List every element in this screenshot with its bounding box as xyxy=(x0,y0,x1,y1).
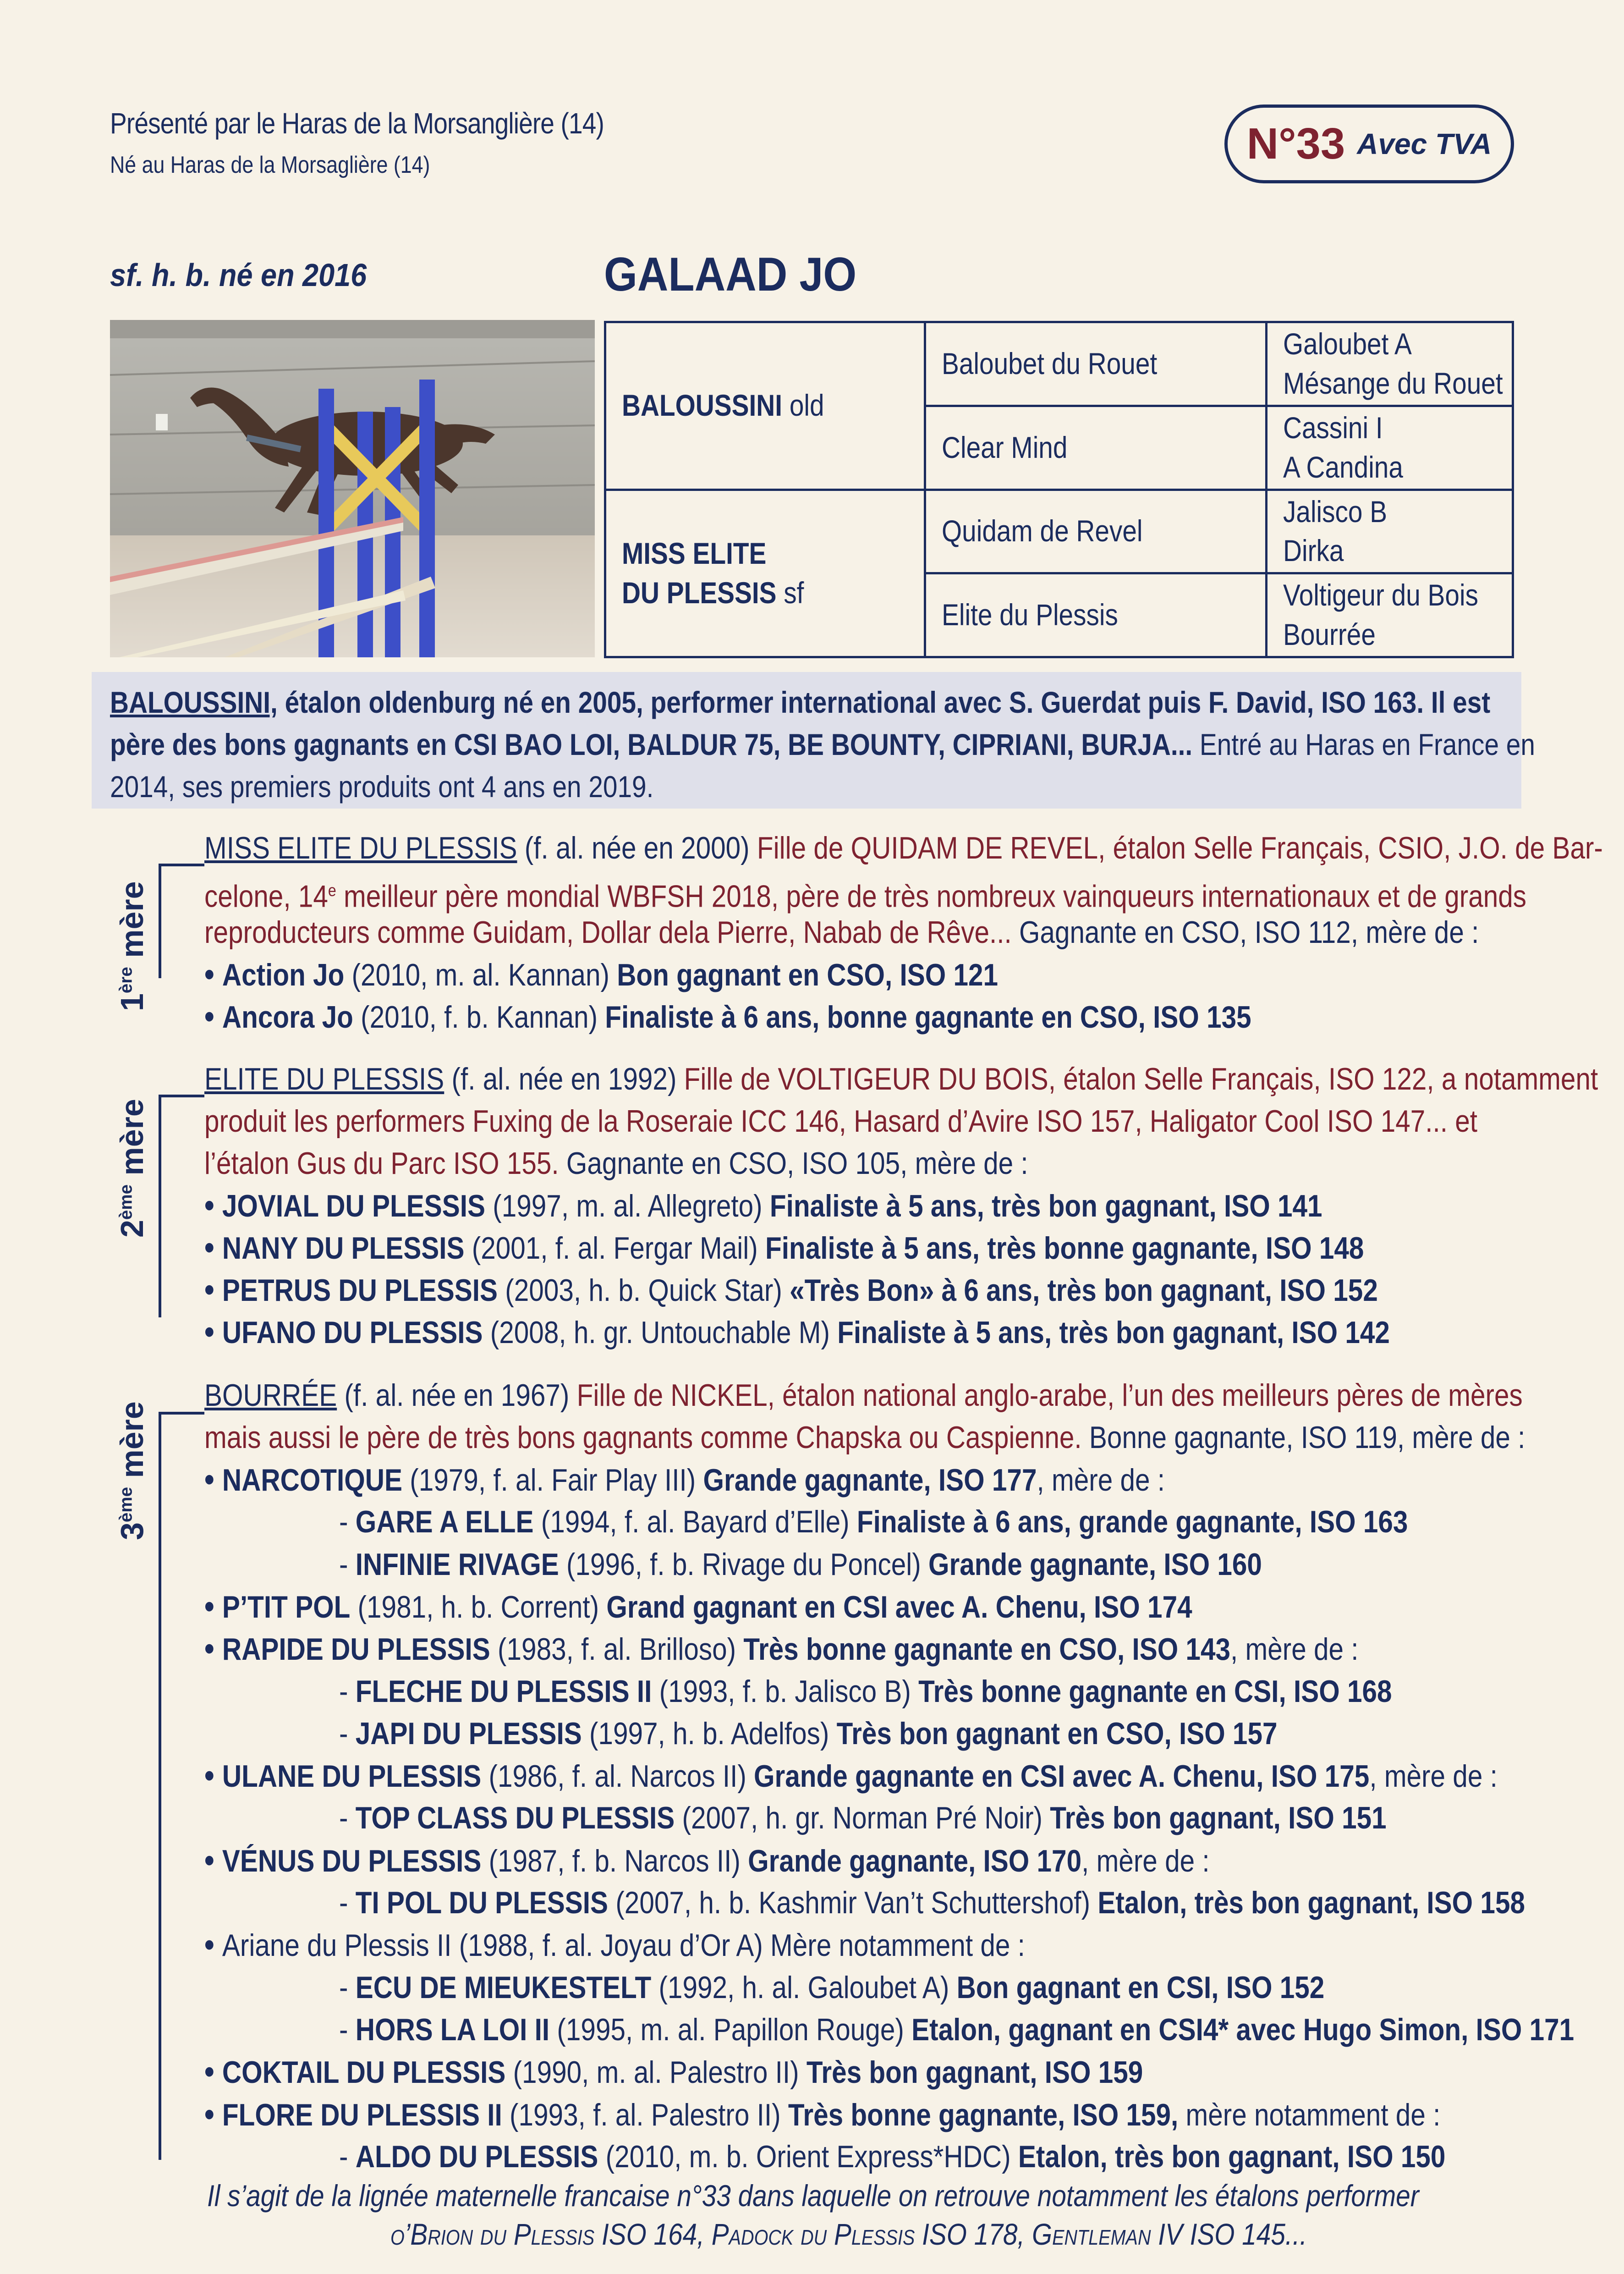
produce-name: Action Jo xyxy=(222,958,345,992)
dam1-sire-note: Fille de QUIDAM DE REVEL, étalon Selle Français, CSIO, J.O. de Bar- xyxy=(757,831,1603,865)
dam3-label xyxy=(114,1401,150,1540)
pedigree-gp-4 xyxy=(925,573,1267,657)
dam1-sup: e xyxy=(328,881,336,900)
produce-tail: , mère de : xyxy=(1081,1844,1210,1878)
dam1-line3 xyxy=(204,911,1479,953)
dam3-produce-row: • ULANE DU PLESSIS (1986, f. al. Narcos II) Grande gagnante en CSI avec A. Chenu, ISO 175, mère de : xyxy=(204,1757,1498,1794)
produce-result: Très bonne gagnante, ISO 159, xyxy=(788,2098,1179,2132)
produce-result: Grande gagnante, ISO 160 xyxy=(928,1547,1262,1582)
produce-result: «Très Bon» à 6 ans, très bon gagnant, ISO 152 xyxy=(790,1273,1378,1308)
produce-result: Très bonne gagnante en CSI, ISO 168 xyxy=(918,1674,1392,1709)
dam3-produce-row: • COKTAIL DU PLESSIS (1990, m. al. Palestro II) Très bon gagnant, ISO 159 xyxy=(204,2054,1143,2090)
produce-info: (1990, m. al. Palestro II) xyxy=(505,2055,807,2090)
dam3-produce-row: - JAPI DU PLESSIS (1997, h. b. Adelfos) Très bon gagnant en CSO, ISO 157 xyxy=(339,1716,1278,1751)
sire-note-line3: 2014, ses premiers produits ont 4 ans en 2019. xyxy=(110,770,654,804)
dam3-produce-row: - TOP CLASS DU PLESSIS (2007, h. gr. Norman Pré Noir) Très bon gagnant, ISO 151 xyxy=(339,1800,1387,1835)
pedigree-dam xyxy=(605,490,925,657)
lot-number: N°33 xyxy=(1246,119,1345,168)
dam3-produce-row: - ALDO DU PLESSIS (2010, m. b. Orient Express*HDC) Etalon, très bon gagnant, ISO 150 xyxy=(339,2139,1446,2174)
produce-name: ULANE DU PLESSIS xyxy=(222,1759,482,1794)
produce-result: Grande gagnante en CSI avec A. Chenu, ISO 175 xyxy=(754,1759,1370,1794)
ggp-name: Galoubet A xyxy=(1283,327,1412,361)
produce-tail: , mère de : xyxy=(1369,1759,1498,1794)
produce-name: GARE A ELLE xyxy=(355,1504,534,1539)
dam3-produce-row: • P’TIT POL (1981, h. b. Corrent) Grand gagnant en CSI avec A. Chenu, ISO 174 xyxy=(204,1588,1192,1625)
dam2-label xyxy=(114,1099,150,1238)
dam-label-sup: ère xyxy=(116,967,136,994)
produce-info: (1987, f. b. Narcos II) xyxy=(481,1844,748,1878)
ggp-name: Bourrée xyxy=(1283,617,1376,652)
produce-result: Très bon gagnant, ISO 159 xyxy=(806,2055,1143,2090)
horse-jumping-photo xyxy=(110,320,595,657)
dam2-record: Gagnante en CSO, ISO 105, mère de : xyxy=(559,1146,1028,1181)
dam3-info: (f. al. née en 1967) xyxy=(337,1378,577,1413)
pedigree-ggp-2 xyxy=(1267,406,1513,490)
produce-info: (2010, m. al. Kannan) xyxy=(344,958,617,992)
produce-name: PETRUS DU PLESSIS xyxy=(222,1273,498,1308)
dam-label-sup: ème xyxy=(116,1184,136,1220)
produce-result: Finaliste à 6 ans, bonne gagnante en CSO, ISO 135 xyxy=(605,1000,1251,1035)
produce-result: Très bon gagnant en CSO, ISO 157 xyxy=(836,1716,1278,1751)
produce-name: COKTAIL DU PLESSIS xyxy=(222,2055,506,2090)
produce-result: Très bonne gagnante en CSO, ISO 143 xyxy=(743,1632,1231,1667)
sire-note-line2-bold: père des bons gagnants en CSI BAO LOI, BALDUR 75, BE BOUNTY, CIPRIANI, BURJA... xyxy=(110,727,1193,761)
dam2-produce-4: • UFANO DU PLESSIS (2008, h. gr. Untouchable M) Finaliste à 5 ans, très bon gagnant, ISO 142 xyxy=(204,1314,1390,1350)
pedigree-sire xyxy=(605,322,925,490)
produce-name: Ancora Jo xyxy=(222,1000,353,1035)
produce-info: (2010, f. b. Kannan) xyxy=(353,1000,605,1035)
produce-info: (2007, h. b. Kashmir Van’t Schuttershof) xyxy=(608,1885,1098,1920)
produce-name: JOVIAL DU PLESSIS xyxy=(222,1189,486,1223)
dam3-line1 xyxy=(204,1374,1523,1416)
pedigree-table xyxy=(604,321,1514,658)
produce-name: TI POL DU PLESSIS xyxy=(355,1885,609,1920)
dam3-produce-row: • RAPIDE DU PLESSIS (1983, f. al. Brilloso) Très bonne gagnante en CSO, ISO 143, mère de : xyxy=(204,1630,1359,1667)
gp-name: Clear Mind xyxy=(942,430,1068,464)
dam-label-word: mère xyxy=(114,1401,150,1487)
dam3-line2 xyxy=(204,1416,1525,1459)
dam-name-line2: DU PLESSIS xyxy=(622,575,777,610)
dam3-produce-row: - ECU DE MIEUKESTELT (1992, h. al. Galoubet A) Bon gagnant en CSI, ISO 152 xyxy=(339,1970,1325,2005)
produce-info: (1994, f. al. Bayard d’Elle) xyxy=(533,1504,857,1539)
ggp-name: Jalisco B xyxy=(1283,494,1388,529)
dam2-line1 xyxy=(204,1058,1598,1100)
pedigree-gp-1 xyxy=(925,322,1267,406)
pedigree-ggp-1 xyxy=(1267,322,1513,406)
dam3-bracket-top xyxy=(159,1412,204,1415)
dam1-record: Gagnante en CSO, ISO 112, mère de : xyxy=(1011,915,1479,950)
produce-result: Finaliste à 6 ans, grande gagnante, ISO 163 xyxy=(856,1504,1408,1539)
pedigree-ggp-3 xyxy=(1267,490,1513,573)
dam1-label xyxy=(114,881,150,1011)
dam1-line1 xyxy=(204,827,1603,869)
produce-tail: mère notamment de : xyxy=(1178,2098,1441,2132)
dam1-name: MISS ELITE DU PLESSIS xyxy=(204,831,517,865)
dam3-produce-row: • FLORE DU PLESSIS II (1993, f. al. Palestro II) Très bonne gagnante, ISO 159, mère notamment de : xyxy=(204,2096,1441,2133)
dam3-produce-row: - GARE A ELLE (1994, f. al. Bayard d’Elle) Finaliste à 6 ans, grande gagnante, ISO 163 xyxy=(339,1504,1408,1539)
sire-note-line1: étalon oldenburg né en 2005, performer international avec S. Guerdat puis F. David, ISO 163. Il est xyxy=(277,685,1491,719)
produce-name: P’TIT POL xyxy=(222,1590,351,1624)
dam1-bracket-top xyxy=(159,864,204,866)
sire-name: BALOUSSINI xyxy=(622,388,783,423)
produce-info: (1981, h. b. Corrent) xyxy=(350,1590,607,1624)
lot-vat: Avec TVA xyxy=(1357,127,1492,160)
horse-name: GALAAD JO xyxy=(604,248,857,301)
gp-name: Baloubet du Rouet xyxy=(942,346,1158,380)
produce-info: (2007, h. gr. Norman Pré Noir) xyxy=(675,1800,1050,1835)
produce-tail: , mère de : xyxy=(1037,1463,1165,1498)
dam3-produce-row: - TI POL DU PLESSIS (2007, h. b. Kashmir Van’t Schuttershof) Etalon, très bon gagnant, ISO 158 xyxy=(339,1885,1525,1920)
produce-name: NARCOTIQUE xyxy=(222,1463,403,1498)
footer-line1: Il s’agit de la lignée maternelle francaise n°33 dans laquelle on retrouve notamment les étalons performer xyxy=(207,2179,1419,2213)
produce-result: Grande gagnante, ISO 177 xyxy=(703,1463,1037,1498)
dam3-produce-row: - FLECHE DU PLESSIS II (1993, f. b. Jalisco B) Très bonne gagnante en CSI, ISO 168 xyxy=(339,1674,1392,1709)
dam3-produce-row: • Ariane du Plessis II (1988, f. al. Joyau d’Or A) Mère notamment de : xyxy=(204,1927,1025,1963)
dam1-produce-2: • Ancora Jo (2010, f. b. Kannan) Finaliste à 6 ans, bonne gagnante en CSO, ISO 135 xyxy=(204,998,1251,1035)
produce-result: Très bon gagnant, ISO 151 xyxy=(1050,1800,1387,1835)
dam1-info: (f. al. née en 2000) xyxy=(517,831,757,865)
produce-result: Grande gagnante, ISO 170 xyxy=(748,1844,1082,1878)
birthplace-line: Né au Haras de la Morsaglière (14) xyxy=(110,152,430,178)
dam-name-line1: MISS ELITE xyxy=(622,536,767,570)
produce-name: FLECHE DU PLESSIS II xyxy=(355,1674,652,1709)
dam-label-num: 3 xyxy=(114,1522,150,1540)
presenter-line: Présenté par le Haras de la Morsanglière (14) xyxy=(110,107,604,140)
sire-note-name: BALOUSSINI, xyxy=(110,685,278,719)
dam-breed: sf xyxy=(776,575,804,610)
produce-name: VÉNUS DU PLESSIS xyxy=(222,1844,482,1878)
produce-info: (1993, f. b. Jalisco B) xyxy=(652,1674,919,1709)
footer-line2: o’Brion du Plessis ISO 164, Padock du Plessis ISO 178, Gentleman IV ISO 145... xyxy=(390,2217,1307,2251)
gp-name: Quidam de Revel xyxy=(942,514,1143,548)
produce-info: (1997, m. al. Allegreto) xyxy=(485,1189,770,1223)
sire-breed: old xyxy=(782,388,824,423)
dam3-produce-row: • NARCOTIQUE (1979, f. al. Fair Play III) Grande gagnante, ISO 177, mère de : xyxy=(204,1461,1165,1498)
sire-note-box xyxy=(92,672,1535,809)
produce-result: Etalon, très bon gagnant, ISO 150 xyxy=(1018,2139,1446,2174)
dam2-bracket xyxy=(159,1095,161,1317)
produce-result: Etalon, très bon gagnant, ISO 158 xyxy=(1097,1885,1525,1920)
ggp-name: Voltigeur du Bois xyxy=(1283,578,1478,612)
dam2-name: ELITE DU PLESSIS xyxy=(204,1062,444,1096)
gp-name: Elite du Plessis xyxy=(942,598,1118,632)
dam-label-word: mère xyxy=(114,881,150,967)
dam3-bracket xyxy=(159,1412,161,2160)
dam1-text: reproducteurs comme Guidam, Dollar dela Pierre, Nabab de Rêve... xyxy=(204,915,1012,950)
dam3-record: Bonne gagnante, ISO 119, mère de : xyxy=(1081,1420,1525,1455)
ggp-name: Dirka xyxy=(1283,534,1344,568)
pedigree-gp-2 xyxy=(925,406,1267,490)
produce-result: Etalon, gagnant en CSI4* avec Hugo Simon, ISO 171 xyxy=(911,2012,1575,2047)
dam3-produce-row: • VÉNUS DU PLESSIS (1987, f. b. Narcos II) Grande gagnante, ISO 170, mère de : xyxy=(204,1842,1210,1879)
dam2-line3 xyxy=(204,1142,1028,1184)
produce-name: ECU DE MIEUKESTELT xyxy=(355,1970,652,2005)
dam1-text: meilleur père mondial WBFSH 2018, père de très nombreux vainqueurs internationaux et de grands xyxy=(336,879,1527,914)
dam1-produce-1: • Action Jo (2010, m. al. Kannan) Bon gagnant en CSO, ISO 121 xyxy=(204,956,999,993)
dam2-text: l’étalon Gus du Parc ISO 155. xyxy=(204,1146,559,1181)
produce-name: HORS LA LOI II xyxy=(355,2012,550,2047)
ggp-name: Cassini I xyxy=(1283,410,1383,445)
dam3-sire-note: Fille de NICKEL, étalon national anglo-arabe, l’un des meilleurs pères de mères xyxy=(576,1378,1523,1413)
produce-info: (2010, m. b. Orient Express*HDC) xyxy=(598,2139,1018,2174)
produce-info: (1995, m. al. Papillon Rouge) xyxy=(549,2012,912,2047)
dam-label-sup: ème xyxy=(116,1487,136,1523)
produce-info: (1996, f. b. Rivage du Poncel) xyxy=(559,1547,928,1582)
dam-label-word: mère xyxy=(114,1099,150,1184)
produce-result: Bon gagnant en CSO, ISO 121 xyxy=(617,958,999,992)
produce-info: Ariane du Plessis II (1988, f. al. Joyau d’Or A) Mère notamment de : xyxy=(222,1928,1025,1963)
dam-label-num: 1 xyxy=(114,993,150,1011)
produce-result: Finaliste à 5 ans, très bon gagnant, ISO 142 xyxy=(837,1315,1390,1350)
dam2-line2: produit les performers Fuxing de la Roseraie ICC 146, Hasard d’Avire ISO 157, Haligator Cool ISO 147... et xyxy=(204,1104,1478,1139)
dam2-produce-3: • PETRUS DU PLESSIS (2003, h. b. Quick Star) «Très Bon» à 6 ans, très bon gagnant, ISO 152 xyxy=(204,1272,1378,1308)
dam2-bracket-top xyxy=(159,1095,204,1097)
dam1-line2 xyxy=(204,869,1526,918)
produce-info: (1983, f. al. Brilloso) xyxy=(490,1632,744,1667)
pedigree-ggp-4 xyxy=(1267,573,1513,657)
produce-name: JAPI DU PLESSIS xyxy=(355,1716,582,1751)
produce-tail: , mère de : xyxy=(1230,1632,1359,1667)
produce-info: (2008, h. gr. Untouchable M) xyxy=(483,1315,838,1350)
produce-name: RAPIDE DU PLESSIS xyxy=(222,1632,490,1667)
produce-name: FLORE DU PLESSIS II xyxy=(222,2098,502,2132)
dam3-produce-row: - HORS LA LOI II (1995, m. al. Papillon Rouge) Etalon, gagnant en CSI4* avec Hugo Simon, ISO 171 xyxy=(339,2012,1575,2047)
ggp-name: Mésange du Rouet xyxy=(1283,366,1503,400)
horse-jumping-illustration xyxy=(110,320,595,657)
dam2-sire-note: Fille de VOLTIGEUR DU BOIS, étalon Selle Français, ISO 122, a notamment xyxy=(684,1062,1598,1096)
pedigree-gp-3 xyxy=(925,490,1267,573)
dam2-produce-1: • JOVIAL DU PLESSIS (1997, m. al. Allegreto) Finaliste à 5 ans, très bon gagnant, ISO 141 xyxy=(204,1187,1322,1224)
produce-info: (1997, h. b. Adelfos) xyxy=(582,1716,837,1751)
dam3-produce-row: - INFINIE RIVAGE (1996, f. b. Rivage du Poncel) Grande gagnante, ISO 160 xyxy=(339,1547,1262,1582)
lot-badge xyxy=(1224,105,1514,183)
dam1-text: celone, 14 xyxy=(204,879,328,914)
produce-name: ALDO DU PLESSIS xyxy=(355,2139,598,2174)
produce-result: Finaliste à 5 ans, très bonne gagnante, ISO 148 xyxy=(765,1231,1364,1266)
produce-info: (2003, h. b. Quick Star) xyxy=(498,1273,790,1308)
produce-info: (1979, f. al. Fair Play III) xyxy=(402,1463,703,1498)
produce-info: (2001, f. al. Fergar Mail) xyxy=(464,1231,765,1266)
produce-info: (1993, f. al. Palestro II) xyxy=(502,2098,788,2132)
dam1-bracket xyxy=(159,864,161,978)
produce-name: INFINIE RIVAGE xyxy=(355,1547,559,1582)
produce-result: Finaliste à 5 ans, très bon gagnant, ISO 141 xyxy=(769,1189,1322,1223)
produce-name: UFANO DU PLESSIS xyxy=(222,1315,483,1350)
dam2-info: (f. al. née en 1992) xyxy=(444,1062,684,1096)
produce-info: (1992, h. al. Galoubet A) xyxy=(651,1970,957,2005)
produce-result: Grand gagnant en CSI avec A. Chenu, ISO 174 xyxy=(606,1590,1192,1624)
dam3-text: mais aussi le père de très bons gagnants comme Chapska ou Caspienne. xyxy=(204,1420,1082,1455)
produce-info: (1986, f. al. Narcos II) xyxy=(481,1759,754,1794)
sire-note-line2: Entré au Haras en France en xyxy=(1192,727,1535,761)
dam-label-num: 2 xyxy=(114,1220,150,1238)
produce-name: TOP CLASS DU PLESSIS xyxy=(355,1800,675,1835)
dam3-name: BOURRÉE xyxy=(204,1378,337,1413)
produce-result: Bon gagnant en CSI, ISO 152 xyxy=(956,1970,1325,2005)
produce-name: NANY DU PLESSIS xyxy=(222,1231,465,1266)
horse-description: sf. h. b. né en 2016 xyxy=(110,257,367,293)
ggp-name: A Candina xyxy=(1283,450,1403,484)
dam2-produce-2: • NANY DU PLESSIS (2001, f. al. Fergar Mail) Finaliste à 5 ans, très bonne gagnante, ISO 148 xyxy=(204,1229,1364,1266)
